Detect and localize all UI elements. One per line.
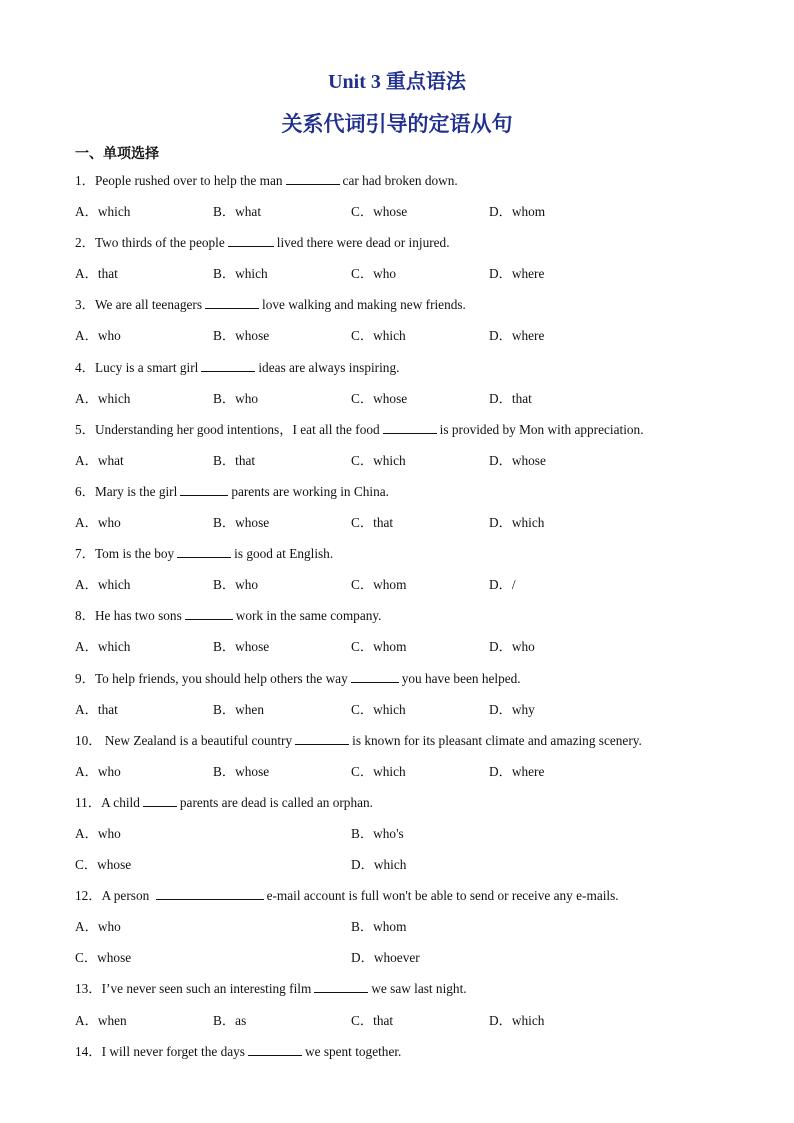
option-letter: A． xyxy=(75,919,98,935)
option-letter: B． xyxy=(351,919,374,935)
question-text: parents are dead is called an orphan. xyxy=(179,794,373,810)
option-letter: B． xyxy=(213,701,236,717)
options-row xyxy=(75,390,725,421)
option-letter: D． xyxy=(489,328,512,344)
option-letter: D． xyxy=(351,950,374,966)
option-letter: C． xyxy=(351,701,374,717)
option-text: who xyxy=(373,266,397,282)
answer-blank[interactable] xyxy=(143,794,177,807)
option-text: what xyxy=(97,452,124,468)
option-letter: A． xyxy=(75,701,98,717)
answer-option[interactable] xyxy=(75,265,213,296)
answer-blank[interactable] xyxy=(351,670,399,683)
option-letter: C． xyxy=(351,452,374,468)
question-number: 2． xyxy=(75,235,95,251)
option-text: whom xyxy=(373,639,407,655)
question-number: 7． xyxy=(75,546,95,562)
question-text: Tom is the boy xyxy=(94,546,175,562)
answer-option[interactable] xyxy=(351,265,489,296)
option-letter: C． xyxy=(351,577,374,593)
question-text: is provided by Mon with appreciation. xyxy=(439,421,644,437)
question-number: 3． xyxy=(75,297,95,313)
answer-option[interactable] xyxy=(213,701,351,732)
answer-option[interactable] xyxy=(75,763,213,794)
question-text: I will never forget the days xyxy=(101,1043,245,1059)
option-letter: D． xyxy=(489,701,512,717)
answer-blank[interactable] xyxy=(177,545,231,558)
option-text: whose xyxy=(373,204,408,220)
answer-option[interactable] xyxy=(351,701,489,732)
option-letter: D． xyxy=(489,204,512,220)
answer-blank[interactable] xyxy=(383,421,437,434)
option-text: that xyxy=(373,515,394,531)
option-letter: D． xyxy=(489,452,512,468)
question-number: 14． xyxy=(75,1043,102,1059)
answer-option[interactable] xyxy=(213,390,351,421)
answer-option[interactable] xyxy=(351,763,489,794)
option-text: that xyxy=(511,390,532,406)
option-text: / xyxy=(511,577,516,593)
option-text: which xyxy=(373,328,406,344)
question-number: 5． xyxy=(75,421,95,437)
answer-option[interactable] xyxy=(75,203,213,234)
answer-option[interactable] xyxy=(75,825,351,856)
option-letter: A． xyxy=(75,515,98,531)
option-letter: B． xyxy=(213,204,236,220)
answer-option[interactable] xyxy=(489,514,627,545)
answer-option[interactable] xyxy=(489,576,627,607)
option-letter: A． xyxy=(75,577,98,593)
answer-option[interactable] xyxy=(351,949,627,980)
option-text: who xyxy=(97,825,121,841)
option-letter: D． xyxy=(489,390,512,406)
question-list xyxy=(75,172,725,1074)
question-stem xyxy=(75,234,725,265)
option-text: who xyxy=(235,577,259,593)
option-text: as xyxy=(235,1012,247,1028)
option-letter: C． xyxy=(75,857,98,873)
option-text: that xyxy=(373,1012,394,1028)
question-stem xyxy=(75,296,725,327)
option-letter: A． xyxy=(75,204,98,220)
question-text: People rushed over to help the man xyxy=(94,173,283,188)
answer-blank[interactable] xyxy=(205,296,259,309)
answer-option[interactable] xyxy=(213,1012,351,1043)
option-text: that xyxy=(97,266,118,282)
answer-option[interactable] xyxy=(213,763,351,794)
option-letter: A． xyxy=(75,266,98,282)
answer-option[interactable] xyxy=(351,856,627,887)
option-letter: B． xyxy=(213,390,236,406)
option-letter: A． xyxy=(75,825,98,841)
option-letter: A． xyxy=(75,1012,98,1028)
option-text: which xyxy=(511,1012,545,1028)
answer-option[interactable] xyxy=(351,576,489,607)
question-text: Two thirds of the people xyxy=(94,235,225,251)
page-title: Unit 3 重点语法 xyxy=(328,71,466,93)
option-letter: A． xyxy=(75,390,98,406)
option-text: which xyxy=(511,515,545,531)
answer-option[interactable] xyxy=(351,390,489,421)
option-letter: D． xyxy=(489,515,512,531)
answer-option[interactable] xyxy=(351,918,627,949)
options-row xyxy=(75,265,725,296)
answer-option[interactable] xyxy=(489,1012,627,1043)
answer-option[interactable] xyxy=(213,452,351,483)
option-text: which xyxy=(97,390,131,406)
option-letter: B． xyxy=(213,515,236,531)
options-row xyxy=(75,203,725,234)
answer-option[interactable] xyxy=(351,452,489,483)
answer-option[interactable] xyxy=(489,327,627,358)
answer-blank[interactable] xyxy=(180,483,228,496)
answer-option[interactable] xyxy=(75,918,351,949)
question-text: we saw last night. xyxy=(371,981,467,997)
option-letter: B． xyxy=(213,763,236,779)
option-letter: D． xyxy=(489,577,512,593)
question-stem xyxy=(75,172,725,203)
question-text: e-mail account is full won't be able to send or receive any e-mails. xyxy=(266,888,619,904)
question-text: A person xyxy=(101,888,153,904)
option-letter: A． xyxy=(75,452,98,468)
answer-option[interactable] xyxy=(75,701,213,732)
question-stem xyxy=(75,483,725,514)
question-stem xyxy=(75,794,725,825)
option-text: which xyxy=(373,857,407,873)
option-text: whom xyxy=(373,919,407,935)
question-text: we spent together. xyxy=(304,1043,402,1059)
options-row xyxy=(75,576,725,607)
option-letter: C． xyxy=(351,204,374,220)
answer-blank[interactable] xyxy=(314,980,368,993)
option-text: when xyxy=(97,1012,127,1028)
option-text: where xyxy=(511,266,545,282)
question-text: He has two sons xyxy=(94,608,182,624)
question-stem xyxy=(75,359,725,390)
question-text: is good at English. xyxy=(234,546,334,562)
options-row xyxy=(75,1012,725,1043)
answer-option[interactable] xyxy=(351,825,627,856)
options-row xyxy=(75,638,725,669)
answer-option[interactable] xyxy=(75,452,213,483)
option-text: which xyxy=(97,639,131,655)
option-text: which xyxy=(97,204,131,220)
option-letter: B． xyxy=(213,639,236,655)
answer-option[interactable] xyxy=(75,390,213,421)
option-letter: A． xyxy=(75,639,98,655)
question-stem xyxy=(75,607,725,638)
answer-option[interactable] xyxy=(351,327,489,358)
answer-option[interactable] xyxy=(213,514,351,545)
question-number: 4． xyxy=(75,359,95,375)
question-number: 10． xyxy=(75,732,102,748)
option-text: that xyxy=(97,701,118,717)
options-row xyxy=(75,701,725,732)
option-text: who xyxy=(511,639,535,655)
option-text: whose xyxy=(235,328,270,344)
option-letter: A． xyxy=(75,328,98,344)
option-letter: A． xyxy=(75,763,98,779)
answer-option[interactable] xyxy=(213,576,351,607)
answer-option[interactable] xyxy=(213,265,351,296)
option-text: what xyxy=(235,204,262,220)
option-text: which xyxy=(373,701,406,717)
options-row xyxy=(75,949,725,980)
question-stem xyxy=(75,980,725,1011)
question-text: love walking and making new friends. xyxy=(262,297,466,313)
answer-blank[interactable] xyxy=(286,172,340,185)
answer-option[interactable] xyxy=(489,390,627,421)
option-text: whose xyxy=(511,452,546,468)
question-number: 8． xyxy=(75,608,95,624)
answer-option[interactable] xyxy=(489,763,627,794)
option-text: who's xyxy=(373,825,404,841)
answer-option[interactable] xyxy=(351,1012,489,1043)
question-text: work in the same company. xyxy=(235,608,382,624)
option-text: whose xyxy=(97,857,132,873)
question-text: you have been helped. xyxy=(401,670,521,686)
option-text: whose xyxy=(373,390,408,406)
option-letter: C． xyxy=(351,763,374,779)
options-row xyxy=(75,327,725,358)
option-text: whose xyxy=(97,950,132,966)
question-stem xyxy=(75,1043,725,1074)
option-text: where xyxy=(511,763,545,779)
question-number: 12． xyxy=(75,888,102,904)
answer-option[interactable] xyxy=(75,856,351,887)
option-text: why xyxy=(511,701,535,717)
option-letter: B． xyxy=(213,1012,236,1028)
answer-option[interactable] xyxy=(351,638,489,669)
answer-blank[interactable] xyxy=(295,732,349,745)
answer-option[interactable] xyxy=(489,452,627,483)
options-row xyxy=(75,918,725,949)
option-text: whose xyxy=(235,763,270,779)
options-row xyxy=(75,514,725,545)
answer-option[interactable] xyxy=(75,1012,213,1043)
answer-option[interactable] xyxy=(213,638,351,669)
options-row xyxy=(75,763,725,794)
question-stem xyxy=(75,670,725,701)
option-letter: C． xyxy=(351,390,374,406)
option-letter: B． xyxy=(213,577,236,593)
option-letter: C． xyxy=(351,515,374,531)
option-text: who xyxy=(97,919,121,935)
option-letter: B． xyxy=(213,328,236,344)
answer-option[interactable] xyxy=(489,701,627,732)
answer-option[interactable] xyxy=(351,203,489,234)
question-text: We are all teenagers xyxy=(94,297,203,313)
option-letter: D． xyxy=(489,1012,512,1028)
option-letter: C． xyxy=(75,950,98,966)
option-text: which xyxy=(235,266,268,282)
option-letter: C． xyxy=(351,328,374,344)
option-text: which xyxy=(97,577,131,593)
question-number: 11． xyxy=(75,794,102,810)
option-text: who xyxy=(97,763,121,779)
option-text: when xyxy=(235,701,264,717)
answer-option[interactable] xyxy=(489,638,627,669)
question-text: To help friends, you should help others the way xyxy=(94,670,348,686)
question-text: Understanding her good intentions，I eat all the food xyxy=(94,421,380,437)
answer-option[interactable] xyxy=(75,327,213,358)
question-stem xyxy=(75,421,725,452)
option-text: whoever xyxy=(373,950,420,966)
section-heading: 一、单项选择 xyxy=(75,147,159,162)
question-text: lived there were dead or injured. xyxy=(276,235,450,251)
question-number: 6． xyxy=(75,483,95,499)
question-text: parents are working in China. xyxy=(231,483,389,499)
question-stem xyxy=(75,545,725,576)
option-text: who xyxy=(97,515,121,531)
question-text: Mary is the girl xyxy=(94,483,178,499)
answer-option[interactable] xyxy=(75,514,213,545)
question-number: 13． xyxy=(75,981,102,997)
question-text: New Zealand is a beautiful country xyxy=(101,732,293,748)
answer-option[interactable] xyxy=(351,514,489,545)
question-stem xyxy=(75,732,725,763)
option-letter: D． xyxy=(351,857,374,873)
answer-blank[interactable] xyxy=(185,607,233,620)
answer-blank[interactable] xyxy=(201,359,255,372)
option-text: which xyxy=(373,452,406,468)
option-letter: C． xyxy=(351,266,374,282)
question-text: Lucy is a smart girl xyxy=(94,359,199,375)
option-text: whom xyxy=(511,204,546,220)
option-letter: D． xyxy=(489,266,512,282)
answer-blank[interactable] xyxy=(156,887,264,900)
question-number: 1． xyxy=(75,173,95,188)
option-letter: C． xyxy=(351,639,374,655)
option-letter: C． xyxy=(351,1012,374,1028)
question-text: ideas are always inspiring. xyxy=(258,359,400,375)
option-letter: B． xyxy=(213,266,236,282)
page-subtitle: 关系代词引导的定语从句 xyxy=(281,112,513,136)
option-text: where xyxy=(511,328,545,344)
question-stem xyxy=(75,887,725,918)
question-text: I’ve never seen such an interesting film xyxy=(101,981,312,997)
options-row xyxy=(75,825,725,856)
question-text: is known for its pleasant climate and amazing scenery. xyxy=(352,732,642,748)
option-letter: B． xyxy=(351,825,374,841)
answer-blank[interactable] xyxy=(248,1043,302,1056)
option-letter: B． xyxy=(213,452,236,468)
question-text: A child xyxy=(101,794,140,810)
option-text: who xyxy=(235,390,259,406)
option-text: who xyxy=(97,328,121,344)
option-text: which xyxy=(373,763,406,779)
options-row xyxy=(75,856,725,887)
question-number: 9． xyxy=(75,670,95,686)
option-letter: D． xyxy=(489,763,512,779)
answer-option[interactable] xyxy=(489,203,627,234)
answer-option[interactable] xyxy=(75,638,213,669)
option-text: whose xyxy=(235,515,270,531)
option-text: that xyxy=(235,452,256,468)
answer-option[interactable] xyxy=(489,265,627,296)
answer-option[interactable] xyxy=(75,949,351,980)
option-letter: D． xyxy=(489,639,512,655)
question-text: car had broken down. xyxy=(342,173,458,188)
answer-option[interactable] xyxy=(213,203,351,234)
answer-option[interactable] xyxy=(213,327,351,358)
answer-option[interactable] xyxy=(75,576,213,607)
option-text: whose xyxy=(235,639,270,655)
option-text: whom xyxy=(373,577,407,593)
options-row xyxy=(75,452,725,483)
answer-blank[interactable] xyxy=(228,234,274,247)
